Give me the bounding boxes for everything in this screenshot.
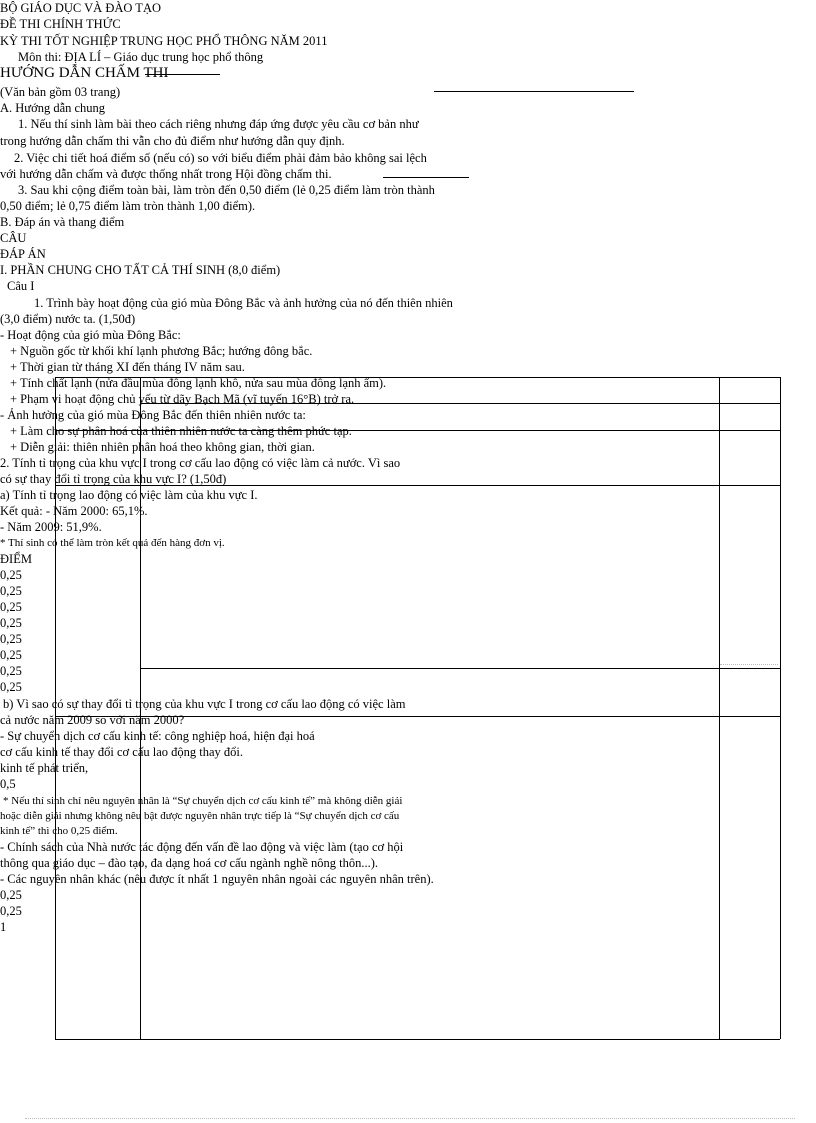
score-value: 0,25 [0, 632, 22, 646]
answer-note: * Thí sinh có thể làm tròn kết quả đến hàng đơn vị. [0, 537, 225, 549]
question-text: 1. Trình bày hoạt động của gió mùa Đông Bắc và ảnh hưởng của nó đến thiên nhiên [34, 296, 453, 310]
score-value: 0,25 [0, 904, 22, 918]
answer-line: + Diễn giải: thiên nhiên phân hoá theo không gian, thời gian. [10, 440, 315, 454]
page-dotted-line [25, 1118, 795, 1119]
table-border-right [780, 377, 781, 1039]
answer-line: - Sự chuyển dịch cơ cấu kinh tế: công nghiệp hoá, hiện đại hoá [0, 729, 315, 743]
answer-line: Kết quả: - Năm 2000: 65,1%. [0, 504, 148, 518]
table-row-line [55, 1039, 780, 1040]
question-text: có sự thay đổi tỉ trọng của khu vực I? (1,50đ) [0, 472, 227, 486]
general-line: với hướng dẫn chấm và được thống nhất trong Hội đồng chấm thi. [0, 167, 332, 181]
score-value: 0,25 [0, 616, 22, 630]
general-line: 0,50 điểm; lẻ 0,75 điểm làm tròn thành 1,00 điểm). [0, 199, 256, 213]
answer-note: kinh tế” thì cho 0,25 điểm. [0, 825, 118, 837]
answer-line: b) Vì sao có sự thay đổi tỉ trọng của khu vực I trong cơ cấu lao động có việc làm [3, 697, 406, 711]
question-text: 2. Tính tỉ trọng của khu vực I trong cơ cấu lao động có việc làm cả nước. Vì sao [0, 456, 401, 470]
table-dotted-line [720, 664, 778, 665]
column-header-dapan: ĐÁP ÁN [0, 247, 46, 261]
page-title: HƯỚNG DẪN CHẤM THI [0, 65, 169, 81]
answer-line: + Thời gian từ tháng XI đến tháng IV năm sau. [10, 360, 245, 374]
answer-line: + Nguồn gốc từ khối khí lạnh phương Bắc; hướng đông bắc. [10, 344, 313, 358]
column-header-diem: ĐIỂM [0, 552, 32, 566]
score-value: 0,25 [0, 568, 22, 582]
general-line: 2. Việc chi tiết hoá điểm số (nếu có) so với biểu điểm phải đảm bảo không sai lệch [14, 151, 427, 165]
header-rule [434, 91, 634, 92]
subject-line: Môn thi: ĐỊA LÍ – Giáo dục trung học phổ thông [18, 50, 264, 64]
table-col-divider-2 [719, 377, 720, 1039]
exam-name: KỲ THI TỐT NGHIỆP TRUNG HỌC PHỔ THÔNG NĂM 2011 [0, 34, 328, 48]
answer-note: hoặc diễn giải nhưng không nêu bật được nguyên nhân trực tiếp là “Sự chuyển dịch cơ cấu [0, 810, 400, 822]
question-label: Câu I [7, 279, 35, 293]
general-heading: A. Hướng dẫn chung [0, 101, 106, 115]
score-value: 0,25 [0, 600, 22, 614]
answer-line: + Tính chất lạnh (nửa đầu mùa đông lạnh khô, nửa sau mùa đông lạnh ẩm). [10, 376, 387, 390]
column-header-cau: CÂU [0, 231, 27, 245]
official-label: ĐỀ THI CHÍNH THỨC [0, 17, 121, 31]
score-value: 0,25 [0, 648, 22, 662]
score-value: 0,5 [0, 777, 16, 791]
page-count: (Văn bản gồm 03 trang) [0, 85, 121, 99]
answer-line: kinh tế phát triển, [0, 761, 89, 775]
part-heading: I. PHẦN CHUNG CHO TẤT CẢ THÍ SINH (8,0 điểm) [0, 263, 281, 277]
general-line: 3. Sau khi cộng điểm toàn bài, làm tròn đến 0,50 điểm (lẻ 0,25 điểm làm tròn thành [18, 183, 435, 197]
answer-line: cơ cấu kinh tế thay đổi cơ cấu lao động thay đổi. [0, 745, 244, 759]
general-line: 1. Nếu thí sinh làm bài theo cách riêng nhưng đáp ứng được yêu cầu cơ bản như [18, 117, 419, 131]
answer-line: a) Tính tỉ trọng lao động có việc làm của khu vực I. [0, 488, 258, 502]
signature-rule [383, 177, 469, 178]
answer-line: + Phạm vi hoạt động chủ yếu từ dãy Bạch Mã (vĩ tuyến 16°B) trở ra. [10, 392, 355, 406]
answer-line: - Hoạt động của gió mùa Đông Bắc: [0, 328, 181, 342]
ministry-name: BỘ GIÁO DỤC VÀ ĐÀO TẠO [0, 1, 161, 15]
score-value: 1 [0, 920, 7, 934]
answer-line: - Các nguyên nhân khác (nêu được ít nhất 1 nguyên nhân ngoài các nguyên nhân trên). [0, 872, 434, 886]
question-text: (3,0 điểm) nước ta. (1,50đ) [0, 312, 136, 326]
answers-heading: B. Đáp án và thang điểm [0, 215, 125, 229]
general-line: trong hướng dẫn chấm thi vẫn cho đủ điểm như hướng dẫn quy định. [0, 134, 345, 148]
answer-note: * Nếu thí sinh chỉ nêu nguyên nhân là “Sự chuyển dịch cơ cấu kinh tế” mà không diễn giải [3, 795, 403, 807]
score-value: 0,25 [0, 664, 22, 678]
answer-line: - Năm 2009: 51,9%. [0, 520, 102, 534]
answer-line: - Ảnh hưởng của gió mùa Đông Bắc đến thiên nhiên nước ta: [0, 408, 306, 422]
score-value: 0,25 [0, 888, 22, 902]
answer-line: thông qua giáo dục – đào tạo, đa dạng hoá cơ cấu ngành nghề nông thôn...). [0, 856, 379, 870]
score-value: 0,25 [0, 680, 22, 694]
score-value: 0,25 [0, 584, 22, 598]
table-row-line [140, 668, 780, 669]
answer-line: + Làm cho sự phân hoá của thiên nhiên nước ta càng thêm phức tạp. [10, 424, 352, 438]
answer-line: cả nước năm 2009 so với năm 2000? [0, 713, 185, 727]
answer-line: - Chính sách của Nhà nước tác động đến vấn đề lao động và việc làm (tạo cơ hội [0, 840, 404, 854]
